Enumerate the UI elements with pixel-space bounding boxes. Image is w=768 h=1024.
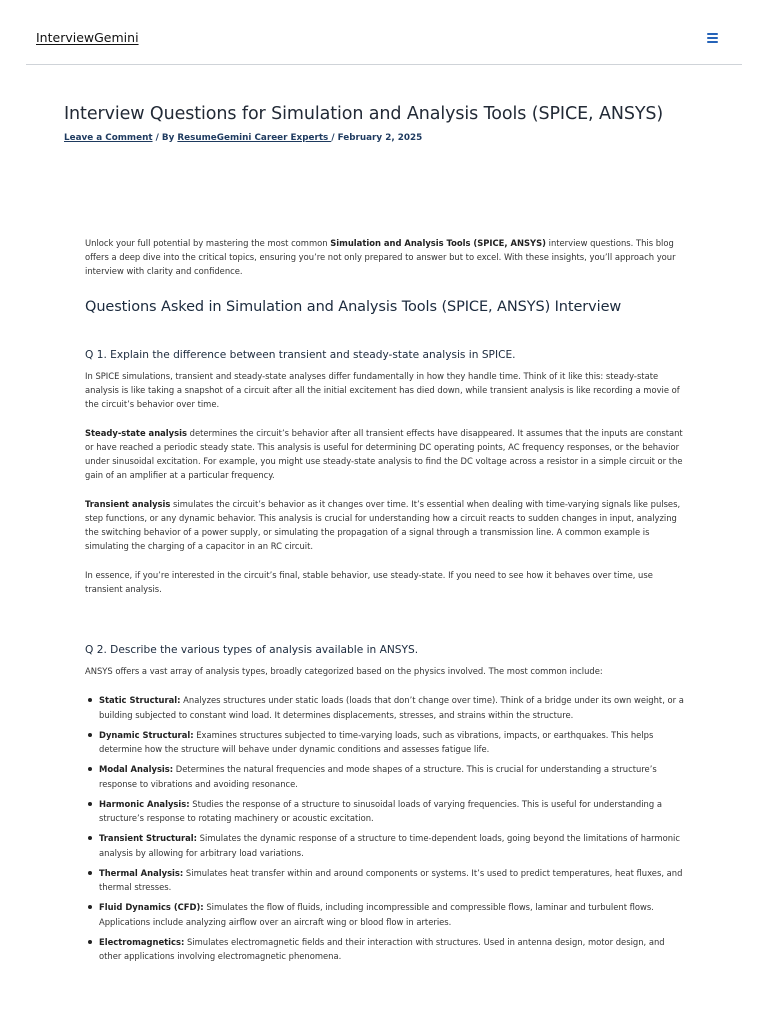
list-item-text: Examines structures subjected to time-varying loads, such as vibrations, impacts, or earthquakes. This helps determine how the structure will behave under dynamic conditions and assesses fatigue life.	[99, 729, 654, 755]
list-item-text: Determines the natural frequencies and mode shapes of a structure. This is crucial for understanding a structure’s response to vibrations and avoiding resonance.	[99, 764, 657, 789]
post-date: February 2, 2025	[337, 133, 423, 143]
post-content	[85, 236, 687, 969]
list-item-text: Simulates the dynamic response of a structure to time-dependent loads, going beyond the limitations of harmonic analysis by allowing for arbitrary load variations.	[99, 833, 680, 858]
meta-separator: /	[331, 133, 338, 143]
list-item-label: Modal Analysis:	[99, 764, 174, 775]
list-item-label: Thermal Analysis:	[99, 867, 184, 878]
menu-bar-top	[707, 33, 718, 35]
post-title: Interview Questions for Simulation and Analysis Tools (SPICE, ANSYS)	[64, 104, 664, 124]
leave-comment-link[interactable]: Leave a Comment	[64, 133, 153, 143]
q1-paragraph-2	[85, 426, 687, 483]
list-item	[99, 693, 687, 721]
intro-paragraph	[85, 236, 687, 279]
list-item	[99, 797, 687, 825]
menu-bar-middle	[707, 37, 718, 39]
q1-steady-state-label: Steady-state analysis	[85, 427, 187, 438]
meta-by-text: / By	[152, 133, 178, 143]
list-item	[99, 935, 687, 963]
q1-steady-state-text: determines the circuit’s behavior after all transient effects have disappeared. It assumes that the inputs are constant or have reached a periodic steady state. This analysis is useful for determining DC operating points, AC frequency responses, or the behavior under sinusoidal excitation. For example, you might use steady-state analysis to find the DC voltage across a resistor in a simple circuit or the gain of an amplifier at a particular frequency.	[85, 427, 683, 481]
list-item	[99, 866, 687, 894]
intro-text-start: Unlock your full potential by mastering the most common	[85, 238, 331, 248]
site-title-link[interactable]: InterviewGemini	[36, 30, 139, 45]
q1-paragraph-3	[85, 497, 687, 554]
list-item-label: Transient Structural:	[99, 833, 198, 844]
list-item-label: Electromagnetics:	[99, 936, 185, 947]
q1-paragraph-4: In essence, if you’re interested in the circuit’s final, stable behavior, use steady-state. If you need to see how it behaves over time, use transient analysis.	[85, 569, 653, 594]
list-item-text: Studies the response of a structure to sinusoidal loads of varying frequencies. This is useful for understanding a structure’s response to rotating machinery or acoustic excitation.	[99, 798, 662, 824]
q1-paragraph-1: In SPICE simulations, transient and steady-state analyses differ fundamentally in how they handle time. Think of it like this: steady-state analysis is like taking a snapshot of a circuit after all the initial excitement has died down, while transient analysis is like recording a movie of the circuit’s behavior over time.	[85, 370, 680, 410]
list-item-label: Fluid Dynamics (CFD):	[99, 902, 204, 913]
section-heading: Questions Asked in Simulation and Analysis Tools (SPICE, ANSYS) Interview	[85, 298, 622, 315]
list-item-text: Analyzes structures under static loads (loads that don’t change over time). Think of a bridge under its own weight, or a building subjected to constant wind load. It determines displacements, stresses, and strains within the structure.	[99, 695, 684, 720]
q2-intro: ANSYS offers a vast array of analysis types, broadly categorized based on the physics involved. The most common include:	[85, 666, 603, 677]
menu-bar-bottom	[707, 41, 718, 43]
author-link[interactable]: ResumeGemini Career Experts	[177, 133, 332, 143]
site-header	[26, 0, 742, 65]
question-2-title: Q 2. Describe the various types of analysis available in ANSYS.	[85, 644, 419, 657]
list-item	[99, 762, 687, 790]
list-item-text: Simulates heat transfer within and around components or systems. It’s used to predict temperatures, heat fluxes, and thermal stresses.	[99, 867, 683, 893]
list-item-text: Simulates electromagnetic fields and their interaction with structures. Used in antenna design, motor design, and other applications involving electromagnetic phenomena.	[99, 936, 665, 962]
list-item	[99, 831, 687, 859]
list-item	[99, 900, 687, 928]
intro-bold-topic: Simulation and Analysis Tools (SPICE, ANSYS)	[330, 238, 546, 248]
q1-transient-label: Transient analysis	[85, 498, 171, 509]
list-item-label: Harmonic Analysis:	[99, 798, 190, 809]
q1-transient-text: simulates the circuit’s behavior as it changes over time. It’s essential when dealing with time-varying signals like pulses, step functions, or any dynamic behavior. This analysis is crucial for understanding how a circuit reacts to sudden changes in input, analyzing the switching behavior of a power supply, or simulating the propagation of a signal through a transmission line. A common example is simulating the charging of a capacitor in an RC circuit.	[85, 498, 681, 552]
list-item-text: Simulates the flow of fluids, including incompressible and compressible flows, laminar and turbulent flows. Applications include analyzing airflow over an aircraft wing or blood flow in arteries.	[99, 902, 654, 927]
question-1-title: Q 1. Explain the difference between transient and steady-state analysis in SPICE.	[85, 348, 516, 361]
list-item	[99, 728, 687, 756]
hamburger-menu-icon[interactable]	[706, 31, 720, 43]
post-meta	[64, 133, 422, 143]
intro-text-end: interview questions. This blog offers a deep dive into the critical topics, ensuring you’re not only prepared to answer but to excel. With these insights, you’ll approach your interview with clarity and confidence.	[85, 238, 676, 277]
analysis-types-list	[85, 693, 687, 963]
list-item-label: Static Structural:	[99, 695, 181, 706]
list-item-label: Dynamic Structural:	[99, 729, 194, 740]
